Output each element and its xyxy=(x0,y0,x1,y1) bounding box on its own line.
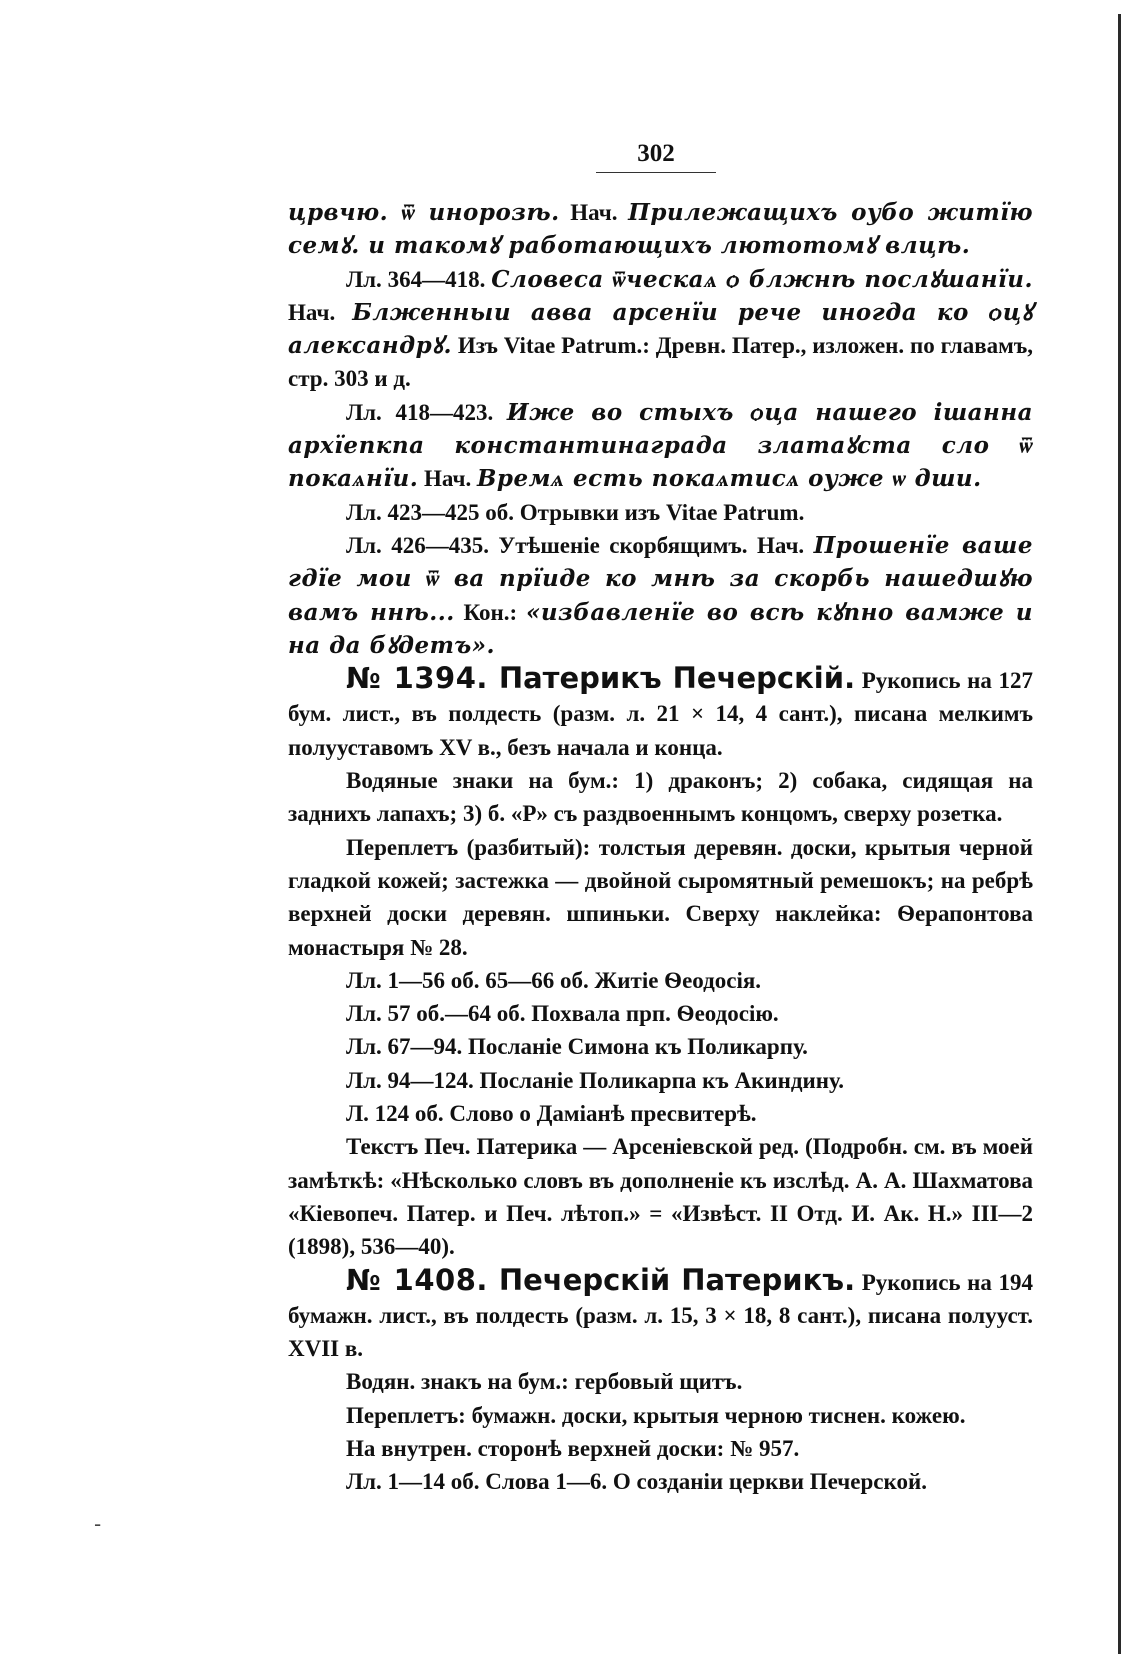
paragraph-leaves-364 xyxy=(288,263,1033,396)
slavonic-text: Иже во стыхъ ѻца нашего ішанна архїепкпа константинаграда златаꙋста сло ѿ покаѧнїи. xyxy=(288,398,1033,493)
slavonic-text: Словеса ѿческаѧ ѻ блжнѣ послꙋшанїи. xyxy=(491,265,1033,293)
text-run: Кон.: xyxy=(454,599,526,625)
text-run: Текстъ Печ. Патерика — Арсеніевской ред. (Подробн. см. въ моей замѣткѣ: «Нѣсколько словъ въ дополненіе къ изслѣд. А. А. Шахматова «Кіевопеч. Патер. и Печ. лѣтоп.» = «Извѣст. II Отд. И. Ак. Н.» III—2 (1898), 536—40). xyxy=(288,1134,1033,1260)
paragraph-watermarks xyxy=(288,764,1033,831)
text-run: На внутрен. сторонѣ верхней доски: № 957. xyxy=(346,1435,800,1461)
paragraph-leaves-67 xyxy=(288,1030,1033,1063)
slavonic-text: Времѧ есть покаѧтисѧ оуже ѡ дши. xyxy=(476,465,982,493)
entry-1394-heading-paragraph xyxy=(288,662,1033,764)
paragraph-watermark xyxy=(288,1365,1033,1398)
paragraph-binding-1408 xyxy=(288,1399,1033,1432)
text-run: Водяные знаки на бум.: 1) драконъ; 2) собака, сидящая на заднихъ лапахъ; 3) б. «P» съ раздвоеннымъ концомъ, сверху розетка. xyxy=(288,768,1033,827)
paragraph-leaves-57 xyxy=(288,997,1033,1030)
text-run: Нач. xyxy=(288,299,353,325)
text-run: Нач. xyxy=(418,466,477,492)
text-run: Переплетъ (разбитый): толстыя деревян. доски, крытыя черной гладкой кожей; застежка — двойной сыромятный ремешокъ; на ребрѣ верхней доски деревян. шпиньки. Сверху наклейка: Ѳерапонтова монастыря № 28. xyxy=(288,834,1033,960)
text-run: Лл. 57 об.—64 об. Похвала прп. Ѳеодосію. xyxy=(346,1001,779,1027)
slavonic-text: Прошенїе ваше гдїе мои ѿ ва прїиде ко мнѣ за скорбь нашедшꙋю вамъ ннѣ... xyxy=(288,531,1033,626)
paragraph-inner-board xyxy=(288,1432,1033,1465)
paragraph-binding xyxy=(288,831,1033,964)
text-run: Лл. 364—418. xyxy=(346,266,492,292)
entry-title: Патерикъ Печерскій. xyxy=(487,661,856,696)
text-run: Нач. xyxy=(559,200,629,225)
text-run: Водян. знакъ на бум.: гербовый щитъ. xyxy=(346,1369,743,1395)
entry-title: Печерскій Патерикъ. xyxy=(487,1262,856,1297)
text-run: Лл. 418—423. xyxy=(346,399,507,425)
text-run: Лл. 67—94. Посланіе Симона къ Поликарпу. xyxy=(346,1034,808,1060)
text-run: Лл. 426—435. Утѣшеніе скорбящимъ. Нач. xyxy=(346,532,814,558)
paragraph-leaves-1 xyxy=(288,964,1033,997)
page-number: 302 xyxy=(637,140,675,167)
text-run: Лл. 1—56 об. 65—66 об. Житіе Ѳеодосія. xyxy=(346,967,762,993)
text-run: Лл. 1—14 об. Слова 1—6. О созданіи церкви Печерской. xyxy=(346,1469,927,1495)
paragraph-leaves-418 xyxy=(288,396,1033,496)
text-run: Л. 124 об. Слово о Даміанѣ пресвитерѣ. xyxy=(346,1101,757,1127)
text-run: Лл. 94—124. Посланіе Поликарпа къ Акиндину. xyxy=(346,1067,844,1093)
paragraph-leaves-1-14 xyxy=(288,1465,1033,1498)
text-run: Изъ Vitae Patrum.: Древн. Патер., изложен. по главамъ, стр. 303 и д. xyxy=(288,333,1033,392)
page-number-rule xyxy=(596,172,716,173)
text-run: Переплетъ: бумажн. доски, крытыя черною тиснен. кожею. xyxy=(346,1402,966,1428)
main-text xyxy=(288,196,1033,1499)
slavonic-text: Блженныи авва арсенїи рече иногда ко ѻцꙋ александрꙋ. xyxy=(288,298,1033,360)
entry-1408-heading-paragraph xyxy=(288,1264,1033,1366)
paragraph-continuation xyxy=(288,196,1033,263)
paragraph-leaves-94 xyxy=(288,1064,1033,1097)
paragraph-leaves-426 xyxy=(288,529,1033,662)
slavonic-text: Прилежащихъ оубо житїю семꙋ. и такомꙋ работающихъ лютотомꙋ влцѣ. xyxy=(288,199,1033,260)
paragraph-leaves-423 xyxy=(288,496,1033,529)
slavonic-text: црвчю. ѿ инорозѣ. xyxy=(288,199,560,226)
text-run: Рукопись на 194 бумажн. лист., въ полдесть (разм. л. 15, 3 × 18, 8 сант.), писана полууст. XVII в. xyxy=(288,1269,1033,1362)
paragraph-text-note xyxy=(288,1130,1033,1263)
margin-dash-mark: ‑ xyxy=(94,1512,102,1536)
entry-number: № 1394. xyxy=(346,661,488,696)
page-edge-line xyxy=(1118,14,1121,1654)
slavonic-text: «избавленїе во всѣ кꙋпно вамже и на да бꙋдетъ». xyxy=(288,598,1033,659)
text-run: Рукопись на 127 бум. лист., въ полдесть (разм. л. 21 × 14, 4 сант.), писана мелкимъ полууставомъ XV в., безъ начала и конца. xyxy=(288,668,1033,760)
entry-number: № 1408. xyxy=(346,1262,488,1297)
paragraph-leaf-124 xyxy=(288,1097,1033,1130)
text-run: Лл. 423—425 об. Отрывки изъ Vitae Patrum. xyxy=(346,499,805,525)
